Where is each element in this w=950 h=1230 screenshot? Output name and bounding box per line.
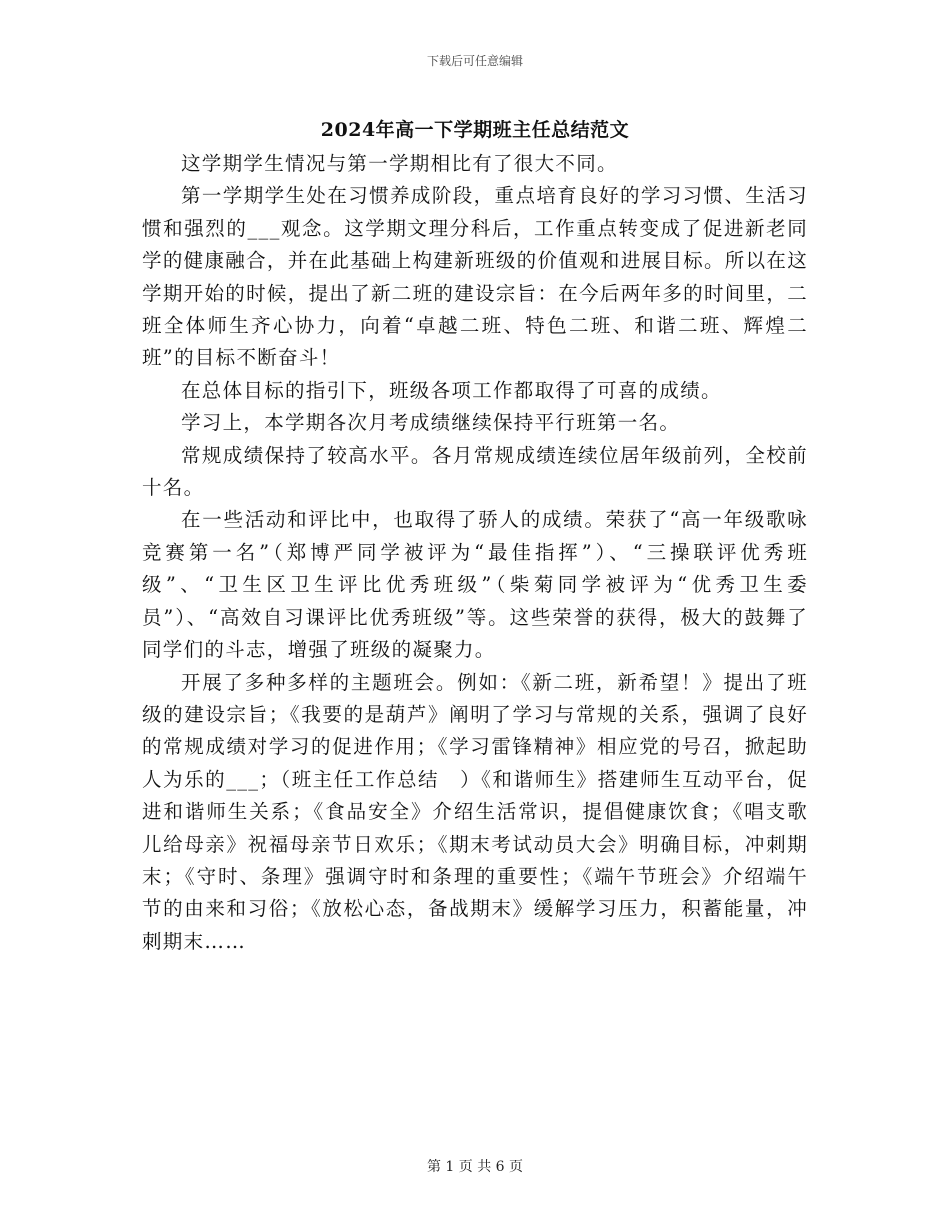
document-title: 2024年高一下学期班主任总结范文 [320,119,630,141]
paragraph: 常规成绩保持了较高水平。各月常规成绩连续位居年级前列，全校前十名。 [142,443,808,500]
paragraph: 在一些活动和评比中，也取得了骄人的成绩。荣获了“高一年级歌咏竞赛第一名”（郑博严同学被评为“最佳指挥”）、“三操联评优秀班级”、“卫生区卫生评比优秀班级”（柴菊同学被评为“优秀卫生委员”）、“高效自习课评比优秀班级”等。这些荣誉的获得，极大的鼓舞了同学们的斗志，增强了班级的凝聚力。 [142,508,808,662]
paragraph: 第一学期学生处在习惯养成阶段，重点培育良好的学习习惯、生活习惯和强烈的___观念。这学期文理分科后，工作重点转变成了促进新老同学的健康融合，并在此基础上构建新班级的价值观和进展目标。所以在这学期开始的时候，提出了新二班的建设宗旨：在今后两年多的时间里，二班全体师生齐心协力，向着“卓越二班、特色二班、和谐二班、辉煌二班”的目标不断奋斗！ [142,184,808,370]
page-number: 第 1 页 共 6 页 [426,1159,524,1175]
page-header-note: 下载后可任意编辑 [426,54,523,68]
paragraph: 在总体目标的指引下，班级各项工作都取得了可喜的成绩。 [181,378,722,402]
document-body [142,148,808,958]
paragraph: 开展了多种多样的主题班会。例如：《新二班，新希望！》提出了班级的建设宗旨；《我要的是葫芦》阐明了学习与常规的关系，强调了良好的常规成绩对学习的促进作用；《学习雷锋精神》相应党的号召，掀起助人为乐的___；（班主任工作总结 ）《和谐师生》搭建师生互动平台，促进和谐师生关系；《食品安全》介绍生活常识，提倡健康饮食；《唱支歌儿给母亲》祝福母亲节日欢乐；《期末考试动员大会》明确目标，冲刺期末；《守时、条理》强调守时和条理的重要性；《端午节班会》介绍端午节的由来和习俗；《放松心态，备战期末》缓解学习压力，积蓄能量，冲刺期末…… [142,670,808,953]
paragraph: 这学期学生情况与第一学期相比有了很大不同。 [181,152,618,175]
paragraph: 学习上，本学期各次月考成绩继续保持平行班第一名。 [181,411,681,435]
